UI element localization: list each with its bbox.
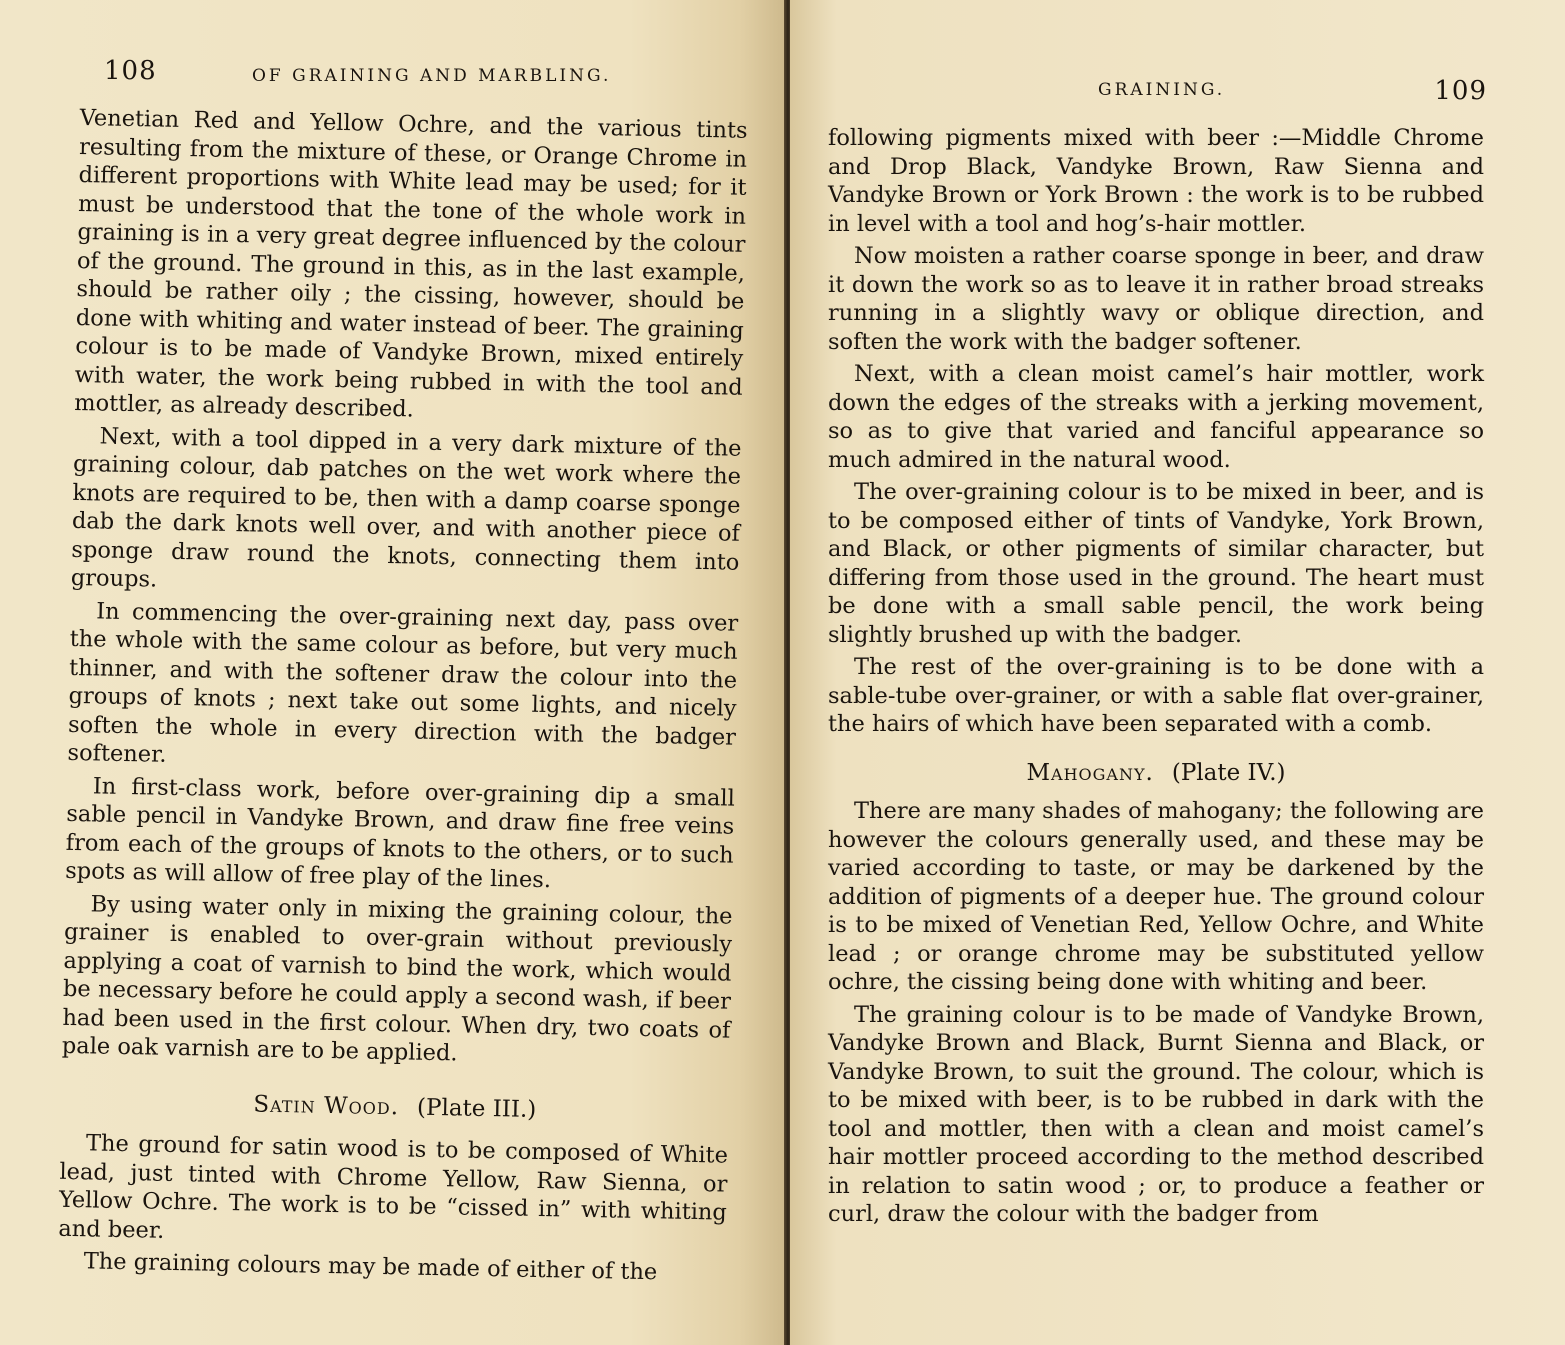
section-heading-satin-wood — [61, 1086, 729, 1127]
paragraph: The ground for satin wood is to be composed of White lead, just tinted with Chrome Yellow, Raw Sienna, or Yellow Ochre. The work is to be “cissed in” with whiting and beer. — [58, 1130, 729, 1244]
paragraph: The over-graining colour is to be mixed in beer, and is to be composed either of tints of Vandyke, York Brown, and Black, or other pigments of similar character, but differing from those used in the ground. The heart must be done with a small sable pencil, the work being slightly brushed up with the badger. — [828, 479, 1484, 648]
paragraph: following pigments mixed with beer :—Middle Chrome and Drop Black, Vandyke Brown, Raw Sienna and Vandyke Brown or York Brown : the work is to be rubbed in level with a tool and hog’s-hair mottler. — [828, 125, 1484, 237]
paragraph: In commencing the over-graining next day, pass over the whole with the same colour as before, but very much thinner, and with the softener draw the colour into the groups of knots ; next take out some lights, and nicely soften the whole in every direction with the badger softener. — [67, 597, 739, 768]
paragraph: The graining colour is to be made of Vandyke Brown, Vandyke Brown and Black, Burnt Sienna and Black, or Vandyke Brown, to suit the ground. The colour, which is to be mixed with beer, is to be rubbed in dark with the tool and mottler, then with a clean and moist camel’s hair mottler proceed according to the method described in relation to satin wood ; or, to produce a feather or curl, draw the colour with the badger from — [828, 1001, 1484, 1227]
left-body-text — [58, 104, 748, 1288]
section-heading-mahogany — [828, 759, 1484, 788]
section-heading-name: Mahogany. — [1026, 759, 1154, 786]
section-heading-plate: (Plate IV.) — [1171, 759, 1286, 786]
left-running-head — [0, 54, 786, 94]
paragraph: The graining colours may be made of either of the — [83, 1248, 658, 1286]
paragraph: Venetian Red and Yellow Ochre, and the various tints resulting from the mixture of these, or Orange Chrome in different proportions with White lead may be used; for it must be understood that the tone of the whole work in graining is in a very great degree influenced by the colour of the ground. The ground in this, as in the last example, should be rather oily ; the cissing, however, should be done with whiting and water instead of beer. The graining colour is to be made of Vandyke Brown, mixed entirely with water, the work being rubbed in with the tool and mottler, as already described. — [74, 104, 748, 423]
right-body-text — [828, 124, 1484, 1229]
right-page — [790, 0, 1565, 1345]
paragraph: Next, with a clean moist camel’s hair mottler, work down the edges of the streaks with a jerking movement, so as to give that varied and fanciful appearance so much admired in the natural wood. — [828, 361, 1484, 473]
right-running-title: GRAINING. — [1098, 80, 1226, 100]
section-heading-name: Satin Wood. — [253, 1091, 400, 1120]
paragraph: Next, with a tool dipped in a very dark mixture of the graining colour, dab patches on the wet work where the knots are required to be, then with a damp coarse sponge dab the dark knots well over, and with another piece of sponge draw round the knots, connecting them into groups. — [70, 422, 742, 593]
left-page-number: 108 — [104, 56, 157, 86]
right-page-number: 109 — [1434, 76, 1487, 106]
paragraph: There are many shades of mahogany; the following are however the colours generally used, and these may be varied according to taste, or may be darkened by the addition of pigments of a deeper hue. The ground colour is to be mixed of Venetian Red, Yellow Ochre, and White lead ; or orange chrome may be substituted yellow ochre, the cissing being done with whiting and beer. — [828, 798, 1484, 995]
paragraph: By using water only in mixing the graining colour, the grainer is enabled to over-grain without previously applying a coat of varnish to bind the work, which would be necessary before he could apply a second wash, if beer had been used in the first colour. When dry, two coats of pale oak varnish are to be applied. — [61, 890, 733, 1067]
paragraph: In first-class work, before over-graining dip a small sable pencil in Vandyke Brown, and draw fine free veins from each of the groups of knots to the others, or to such spots as will allow of free play of the lines. — [65, 772, 736, 894]
right-running-head — [790, 54, 1565, 106]
paragraph: The rest of the over-graining is to be done with a sable-tube over-grainer, or with a sable flat over-grainer, the hairs of which have been separated with a comb. — [828, 654, 1484, 737]
left-running-title: OF GRAINING AND MARBLING. — [252, 66, 612, 86]
paragraph: Now moisten a rather coarse sponge in beer, and draw it down the work so as to leave it in rather broad streaks running in a slightly wavy or oblique direction, and soften the work with the badger softener. — [828, 243, 1484, 355]
section-heading-plate: (Plate III.) — [416, 1094, 537, 1123]
